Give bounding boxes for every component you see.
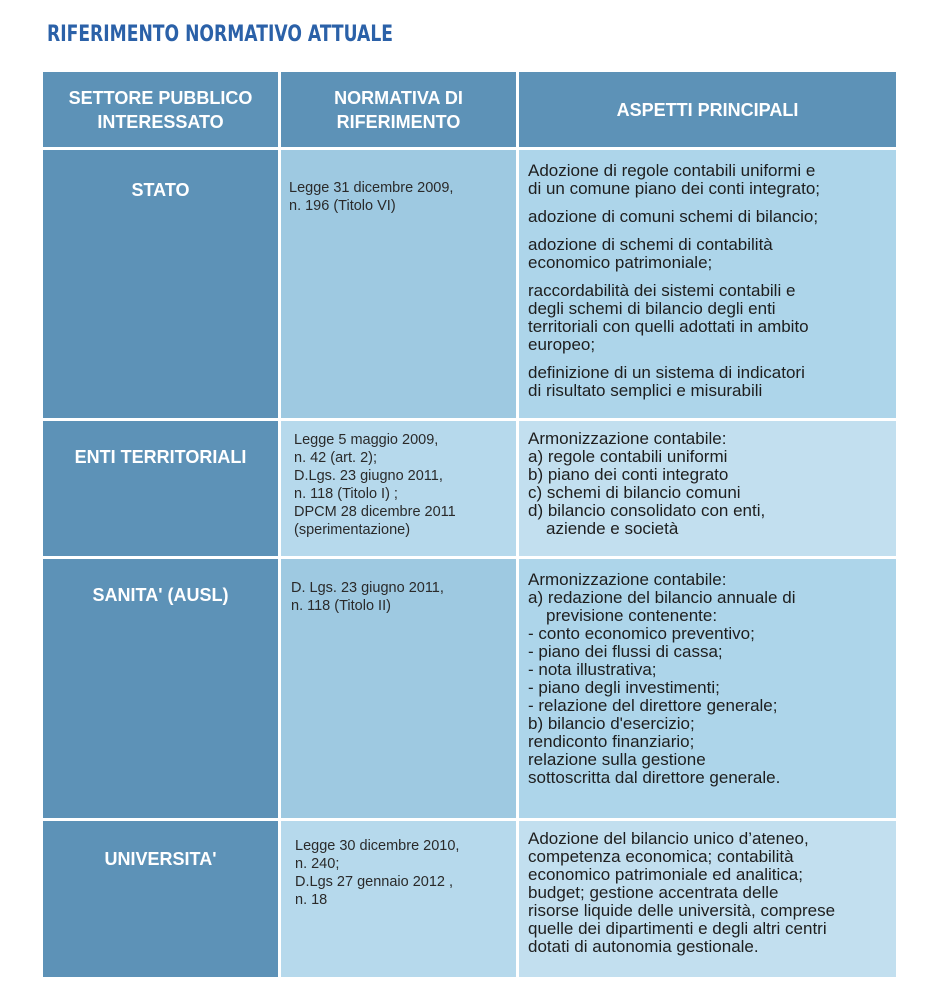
sector-label: UNIVERSITA' bbox=[104, 849, 217, 869]
aspect-line: sottoscritta dal direttore generale. bbox=[528, 768, 781, 787]
aspect-paragraph bbox=[528, 208, 896, 226]
row-reference-universita bbox=[281, 821, 516, 977]
aspect-line: aziende e società bbox=[546, 519, 679, 538]
aspect-line: c) schemi di bilancio comuni bbox=[528, 483, 741, 502]
aspect-line: relazione sulla gestione bbox=[528, 750, 706, 769]
reference-line: Legge 31 dicembre 2009, bbox=[289, 180, 454, 196]
sector-label: ENTI TERRITORIALI bbox=[74, 447, 247, 467]
reference-line: D.Lgs 27 gennaio 2012 , bbox=[295, 874, 454, 890]
aspect-line: economico patrimoniale; bbox=[528, 253, 713, 272]
row-aspects-universita bbox=[519, 821, 896, 977]
aspect-line: adozione di schemi di contabilità bbox=[528, 235, 773, 254]
aspect-line: territoriali con quelli adottati in ambito bbox=[528, 317, 809, 336]
row-sector-stato bbox=[43, 150, 278, 418]
row-aspects-sanita bbox=[519, 559, 896, 818]
header-reference-line: RIFERIMENTO bbox=[336, 111, 461, 132]
header-reference-line: NORMATIVA DI bbox=[334, 87, 463, 108]
aspect-paragraph bbox=[528, 364, 896, 400]
aspect-paragraph bbox=[528, 236, 896, 272]
reference-line: D.Lgs. 23 giugno 2011, bbox=[294, 468, 443, 484]
aspect-line: degli schemi di bilancio degli enti bbox=[528, 299, 776, 318]
reference-line: (sperimentazione) bbox=[294, 522, 411, 538]
aspect-line: - piano dei flussi di cassa; bbox=[528, 642, 723, 661]
reference-line: n. 118 (Titolo II) bbox=[291, 598, 391, 614]
row-sector-enti-territoriali bbox=[43, 421, 278, 556]
reference-line: Legge 5 maggio 2009, bbox=[294, 432, 439, 448]
reference-line: n. 42 (art. 2); bbox=[294, 450, 378, 466]
reference-line: n. 118 (Titolo I) ; bbox=[294, 486, 398, 502]
page-title: RIFERIMENTO NORMATIVO ATTUALE bbox=[47, 22, 393, 47]
aspect-line: - relazione del direttore generale; bbox=[528, 696, 778, 715]
aspect-line: d) bilancio consolidato con enti, bbox=[528, 501, 766, 520]
aspect-paragraph bbox=[528, 282, 896, 354]
aspect-line: rendiconto finanziario; bbox=[528, 732, 695, 751]
aspect-line: definizione di un sistema di indicatori bbox=[528, 363, 805, 382]
header-aspects bbox=[519, 72, 896, 147]
row-sector-sanita bbox=[43, 559, 278, 818]
aspect-line: Adozione di regole contabili uniformi e bbox=[528, 161, 816, 180]
aspect-line: europeo; bbox=[528, 335, 596, 354]
aspect-line: Armonizzazione contabile: bbox=[528, 570, 727, 589]
aspect-line: a) regole contabili uniformi bbox=[528, 447, 728, 466]
reference-line: n. 196 (Titolo VI) bbox=[289, 198, 396, 214]
header-reference bbox=[281, 72, 516, 147]
aspect-line: Adozione del bilancio unico d’ateneo, bbox=[528, 829, 809, 848]
row-reference-sanita bbox=[281, 559, 516, 818]
reference-line: n. 240; bbox=[295, 856, 340, 872]
reference-line: D. Lgs. 23 giugno 2011, bbox=[291, 580, 444, 596]
aspect-line: b) piano dei conti integrato bbox=[528, 465, 729, 484]
aspect-line: competenza economica; contabilità bbox=[528, 847, 794, 866]
header-sector-line: INTERESSATO bbox=[97, 111, 224, 132]
aspect-line: quelle dei dipartimenti e degli altri centri bbox=[528, 919, 827, 938]
row-aspects-stato bbox=[519, 150, 896, 418]
aspect-line: di un comune piano dei conti integrato; bbox=[528, 179, 821, 198]
reference-line: DPCM 28 dicembre 2011 bbox=[294, 504, 456, 520]
aspect-line: a) redazione del bilancio annuale di bbox=[528, 588, 796, 607]
row-sector-universita bbox=[43, 821, 278, 977]
aspect-line: di risultato semplici e misurabili bbox=[528, 381, 763, 400]
sector-label: SANITA' (AUSL) bbox=[92, 585, 229, 605]
aspect-line: - nota illustrativa; bbox=[528, 660, 657, 679]
aspect-line: raccordabilità dei sistemi contabili e bbox=[528, 281, 796, 300]
header-sector bbox=[43, 72, 278, 147]
aspect-line: previsione contenente: bbox=[546, 606, 718, 625]
aspect-line: - piano degli investimenti; bbox=[528, 678, 720, 697]
header-sector-line: SETTORE PUBBLICO bbox=[68, 87, 253, 108]
aspect-line: budget; gestione accentrata delle bbox=[528, 883, 779, 902]
row-aspects-enti-territoriali bbox=[519, 421, 896, 556]
row-reference-stato bbox=[281, 150, 516, 418]
reference-line: Legge 30 dicembre 2010, bbox=[295, 838, 460, 854]
aspect-line: economico patrimoniale ed analitica; bbox=[528, 865, 803, 884]
header-aspects-label: ASPETTI PRINCIPALI bbox=[616, 99, 799, 120]
aspect-line: Armonizzazione contabile: bbox=[528, 429, 727, 448]
aspect-line: b) bilancio d'esercizio; bbox=[528, 714, 695, 733]
sector-label: STATO bbox=[131, 180, 190, 200]
aspect-line: dotati di autonomia gestionale. bbox=[528, 937, 759, 956]
aspect-line: - conto economico preventivo; bbox=[528, 624, 755, 643]
aspect-line: adozione di comuni schemi di bilancio; bbox=[528, 207, 819, 226]
reference-line: n. 18 bbox=[295, 892, 328, 908]
row-reference-enti-territoriali bbox=[281, 421, 516, 556]
aspect-line: risorse liquide delle università, comprese bbox=[528, 901, 836, 920]
aspect-paragraph bbox=[528, 162, 896, 198]
